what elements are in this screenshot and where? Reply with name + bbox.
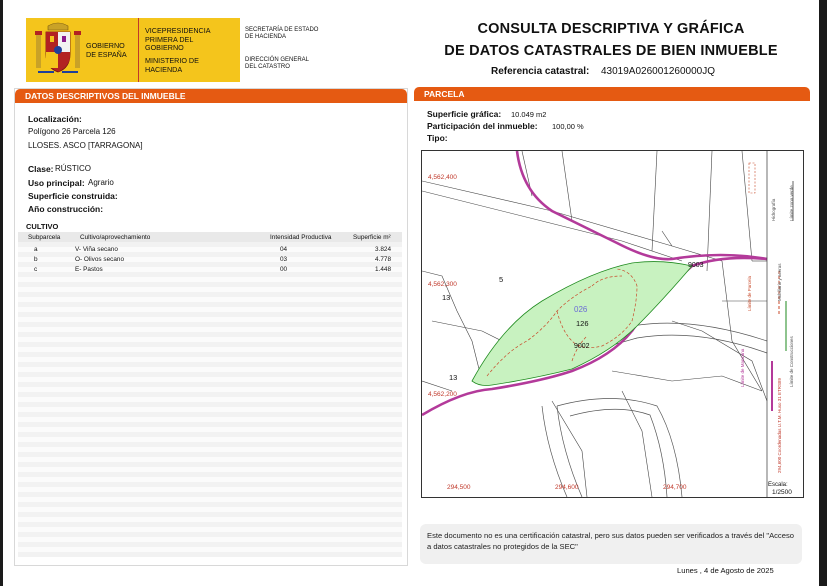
uso-principal-value: Agrario bbox=[88, 178, 114, 187]
row-cultivo: V- Viña secano bbox=[75, 246, 118, 253]
row-superficie: 1.448 bbox=[375, 266, 391, 273]
parcel-label: 9002 bbox=[574, 343, 590, 350]
col-subparcela: Subparcela bbox=[28, 234, 61, 241]
row-cultivo: E- Pastos bbox=[75, 266, 103, 273]
participacion-value: 100,00 % bbox=[552, 122, 584, 131]
row-subparcela: a bbox=[34, 246, 38, 253]
parcel-label: 026 bbox=[574, 305, 588, 314]
frame-right-edge bbox=[819, 0, 827, 586]
descriptive-data-heading: DATOS DESCRIPTIVOS DEL INMUEBLE bbox=[15, 89, 407, 103]
direccion-text: DIRECCIÓN GENERAL DEL CATASTRO bbox=[245, 57, 309, 71]
superficie-grafica-label: Superficie gráfica: bbox=[427, 109, 502, 119]
row-intensidad: 04 bbox=[280, 246, 288, 253]
col-superficie: Superficie m² bbox=[353, 234, 391, 241]
legend-text-mobiliario: Mobiliario y aceras bbox=[777, 263, 782, 301]
disclaimer-text: Este documento no es una certificación catastral, pero sus datos pueden ser verificados a través del "Acceso a datos catastrales no protegidos de la SEC" bbox=[427, 531, 794, 551]
cultivo-table-background bbox=[18, 242, 402, 557]
disclaimer-box bbox=[420, 524, 802, 564]
ministerio-logo bbox=[138, 18, 235, 82]
parcel-label: 13 bbox=[449, 373, 458, 382]
legend-text-parcela: Límite de Parcela bbox=[747, 275, 752, 311]
scale-value: 1/2500 bbox=[772, 489, 792, 496]
document-date: Lunes , 4 de Agosto de 2025 bbox=[677, 566, 774, 575]
scale-label: Escala: bbox=[768, 482, 788, 488]
vicepresidencia-text: VICEPRESIDENCIA PRIMERA DEL GOBIERNO bbox=[145, 26, 211, 52]
map-coordinate-note: 294,600 Coordenadas U.T.M. Huso 31 ETRS89 bbox=[777, 377, 782, 473]
frame-left-edge bbox=[0, 0, 3, 586]
clase-value: RÚSTICO bbox=[55, 164, 91, 173]
parcel-label: 126 bbox=[576, 319, 589, 328]
parcel-label: 9003 bbox=[688, 262, 704, 269]
uso-principal-label: Uso principal: bbox=[28, 178, 85, 188]
map-y-label: 4,562,200 bbox=[428, 391, 457, 398]
participacion-label: Participación del inmueble: bbox=[427, 121, 538, 131]
gobierno-text: GOBIERNO DE ESPAÑA bbox=[86, 41, 127, 59]
cultivo-heading: CULTIVO bbox=[26, 222, 59, 231]
localizacion-label: Localización: bbox=[28, 114, 82, 124]
ano-construccion-label: Año construcción: bbox=[28, 204, 104, 214]
clase-label: Clase: bbox=[28, 164, 54, 174]
map-y-label: 4,562,400 bbox=[428, 174, 457, 181]
legend-text-manzana: Límite de Manzana bbox=[740, 348, 745, 387]
cultivo-table-header-row bbox=[18, 232, 402, 242]
legend-text-zona-verde: Límite zona verde bbox=[789, 185, 794, 221]
row-cultivo: O- Olivos secano bbox=[75, 256, 125, 263]
superficie-construida-label: Superficie construida: bbox=[28, 191, 118, 201]
col-cultivo: Cultivo/aprovechamiento bbox=[80, 234, 151, 241]
ref-catastral-label: Referencia catastral: bbox=[491, 66, 590, 77]
gobierno-logo bbox=[26, 18, 138, 82]
row-intensidad: 00 bbox=[280, 266, 288, 273]
localizacion-line2: LLOSES. ASCO [TARRAGONA] bbox=[28, 141, 143, 150]
cadastral-map-drawing bbox=[422, 151, 803, 497]
row-superficie: 4.778 bbox=[375, 256, 391, 263]
row-subparcela: c bbox=[34, 266, 38, 273]
coat-of-arms-icon bbox=[34, 20, 82, 80]
legend-text-hidrografia: Hidrografía bbox=[771, 198, 776, 221]
row-superficie: 3.824 bbox=[375, 246, 391, 253]
superficie-grafica-value: 10.049 m2 bbox=[511, 110, 547, 119]
government-logo-block bbox=[26, 18, 322, 82]
row-subparcela: b bbox=[34, 256, 38, 263]
localizacion-line1: Polígono 26 Parcela 126 bbox=[28, 127, 116, 136]
parcel-label: 13 bbox=[442, 293, 451, 302]
row-intensidad: 03 bbox=[280, 256, 288, 263]
col-intensidad: Intensidad Productiva bbox=[270, 234, 332, 241]
tipo-label: Tipo: bbox=[427, 133, 448, 143]
parcela-heading: PARCELA bbox=[414, 87, 810, 101]
parcel-label: 5 bbox=[499, 275, 504, 284]
cadastral-map[interactable] bbox=[421, 150, 804, 498]
map-y-label: 4,562,300 bbox=[428, 281, 457, 288]
secretaria-logo bbox=[240, 18, 322, 82]
secretaria-text: SECRETARÍA DE ESTADO DE HACIENDA bbox=[245, 27, 319, 41]
ministerio-text: MINISTERIO DE HACIENDA bbox=[145, 56, 199, 74]
map-x-label: 294,600 bbox=[555, 484, 579, 491]
ref-catastral-value: 43019A026001260000JQ bbox=[601, 66, 715, 77]
legend-text-construcciones: Límite de Construcciones bbox=[789, 336, 794, 387]
map-x-label: 294,700 bbox=[663, 484, 687, 491]
page-title-line1: CONSULTA DESCRIPTIVA Y GRÁFICA bbox=[477, 21, 745, 37]
map-x-label: 294,500 bbox=[447, 484, 471, 491]
page-title-line2: DE DATOS CATASTRALES DE BIEN INMUEBLE bbox=[444, 43, 778, 59]
